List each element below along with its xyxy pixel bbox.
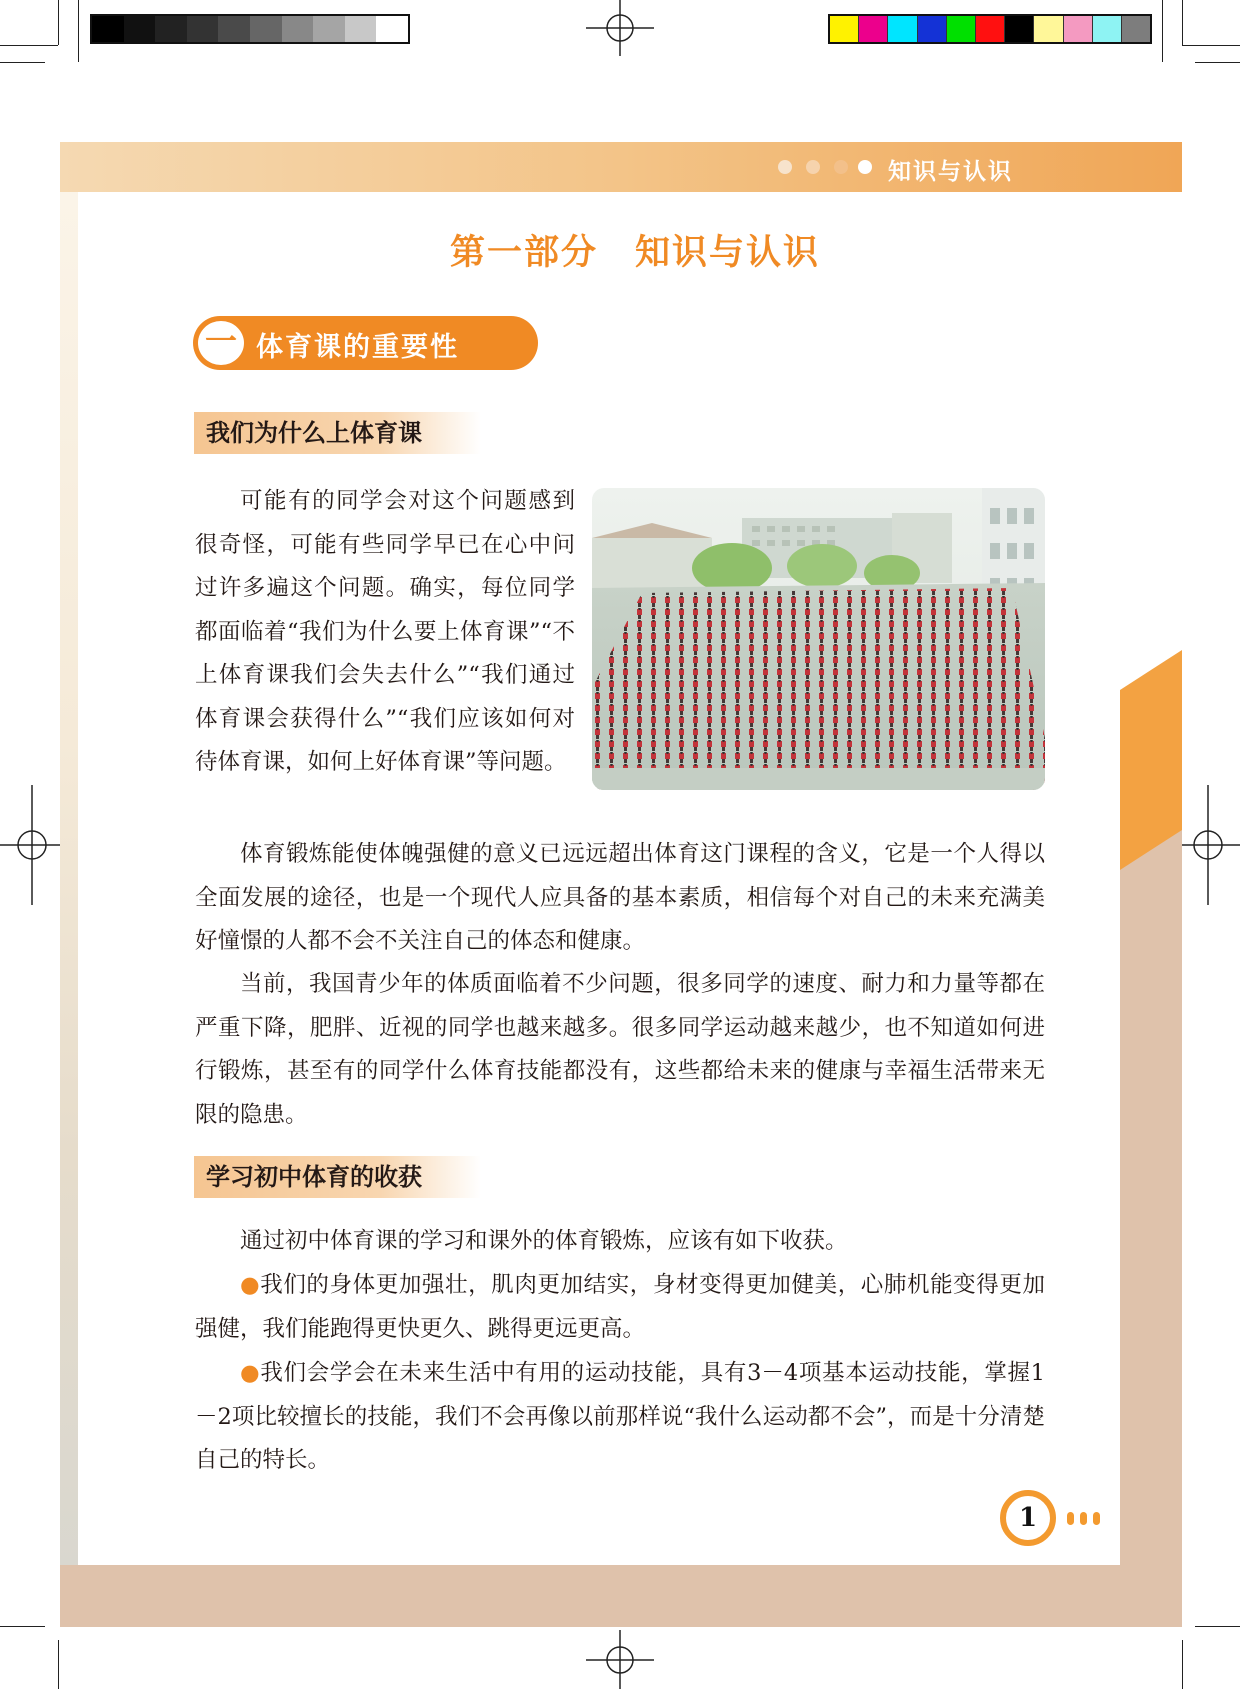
crop-mark (1195, 1626, 1240, 1627)
crop-mark (1195, 62, 1240, 63)
bottom-decorative-band (60, 1565, 1120, 1627)
right-orange-tab (1120, 650, 1182, 870)
subsection-heading: 学习初中体育的收获 (194, 1156, 481, 1198)
grayscale-calibration-bar (90, 14, 410, 44)
section-number: 一 (198, 321, 244, 365)
left-decorative-strip (60, 190, 78, 1565)
color-calibration-bar (828, 14, 1152, 44)
part-title: 第一部分 知识与认识 (450, 232, 821, 273)
exercise-photo (592, 488, 1045, 790)
crop-mark (1182, 1640, 1183, 1689)
subsection-heading: 我们为什么上体育课 (194, 412, 481, 454)
bullet-text: 我们会学会在未来生活中有用的运动技能，具有3－4项基本运动技能，掌握1－2项比较擅长的技能，我们不会再像以前那样说“我什么运动都不会”，而是十分清楚自己的特长。 (195, 1360, 1045, 1473)
registration-mark-left (0, 785, 62, 905)
section-title: 体育课的重要性 (256, 332, 459, 363)
paragraph: 当前，我国青少年的体质面临着不少问题，很多同学的速度、耐力和力量等都在严重下降，肥胖、近视的同学也越来越多。很多同学运动越来越少，也不知道如何进行锻炼，甚至有的同学什么体育技能都没有，这些都给未来的健康与幸福生活带来无限的隐患。 (195, 971, 1045, 1128)
registration-mark-right (1178, 785, 1240, 905)
wrapped-paragraph: 可能有的同学会对这个问题感到很奇怪，可能有些同学早已在心中问过许多遍这个问题。确实，每位同学都面临着“我们为什么要上体育课”“不上体育课我们会失去什么”“我们通过体育课会获得什么”“我们应该如何对待体育课，如何上好体育课”等问题。 (195, 488, 575, 775)
bullet-dot: ● (240, 1272, 261, 1298)
crop-mark (0, 45, 58, 46)
page-number-dot (1080, 1512, 1087, 1525)
crop-mark (0, 1626, 45, 1627)
crop-mark (58, 1640, 59, 1689)
header-dot (858, 160, 872, 174)
registration-mark-top (580, 0, 660, 60)
bullet-text: 我们的身体更加强壮，肌肉更加结实，身材变得更加健美，心肺机能变得更加强健，我们能跑得更快更久、跳得更远更高。 (195, 1272, 1045, 1342)
crop-mark (0, 62, 45, 63)
crop-mark (78, 0, 79, 62)
crop-mark (1162, 0, 1163, 62)
page-number-dot (1093, 1512, 1100, 1525)
paragraph: 体育锻炼能使体魄强健的意义已远远超出体育这门课程的含义，它是一个人得以全面发展的途径，也是一个现代人应具备的基本素质，相信每个对自己的未来充满美好憧憬的人都不会不关注自己的体态和健康。 (195, 841, 1045, 954)
crop-mark (58, 0, 59, 45)
header-dot (806, 160, 820, 174)
running-header-title: 知识与认识 (888, 159, 1013, 185)
header-dot (778, 160, 792, 174)
header-dot (834, 160, 848, 174)
header-band (60, 142, 1182, 192)
page-number: 1 (1000, 1490, 1056, 1546)
page-number-dot (1067, 1512, 1074, 1525)
bullet-dot: ● (240, 1360, 261, 1386)
right-decorative-band (1120, 760, 1182, 1627)
bullet-item (195, 1352, 1045, 1483)
crop-mark (1182, 45, 1240, 46)
registration-mark-bottom (580, 1630, 660, 1689)
crop-mark (1182, 0, 1183, 45)
bullet-item (195, 1264, 1045, 1351)
paragraph: 通过初中体育课的学习和课外的体育锻炼，应该有如下收获。 (240, 1228, 848, 1254)
